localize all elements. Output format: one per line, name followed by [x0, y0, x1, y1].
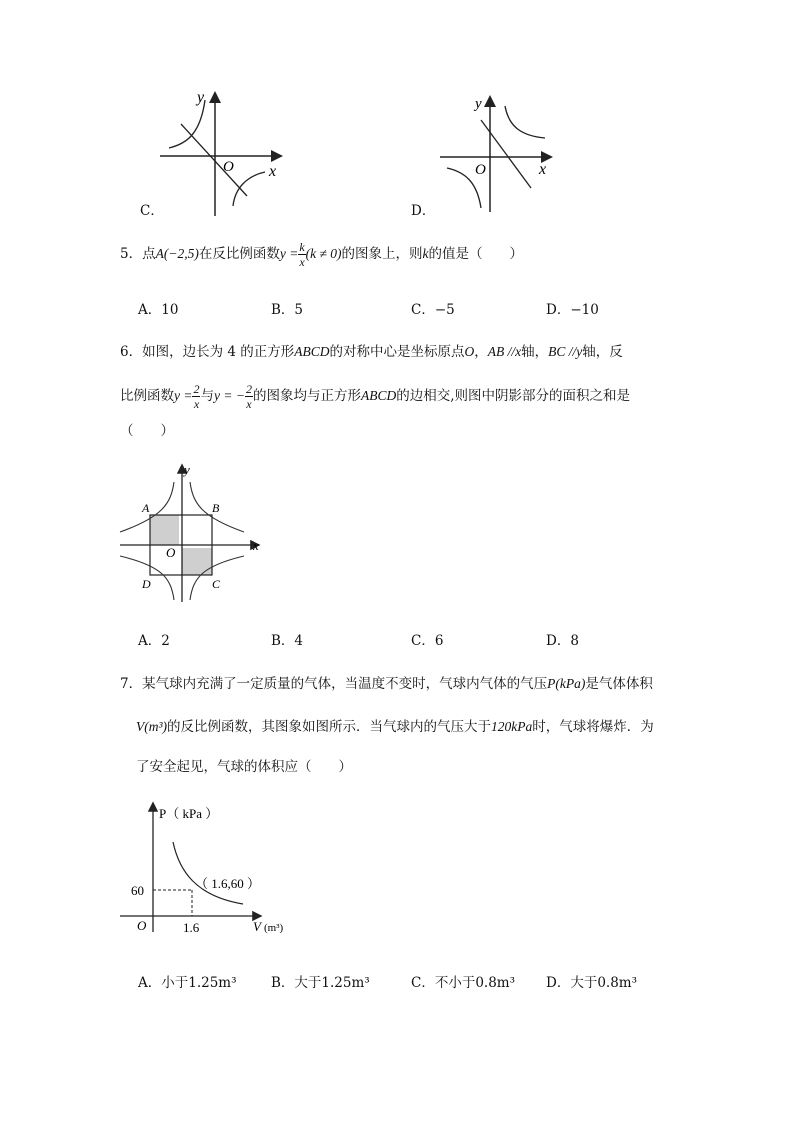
q6-y-label: y	[184, 462, 190, 477]
q7-volume: V(m³)	[136, 719, 168, 734]
q7-point-label: （ 1.6,60 ）	[195, 876, 261, 891]
option-d-label: D．	[411, 203, 436, 219]
q6-fraction-2: $\frac{2}{x}$	[245, 382, 252, 411]
q7-text-2: 是气体体积	[585, 676, 653, 692]
graph-c-origin: O	[223, 159, 234, 175]
graph-c-y-label: y	[197, 89, 205, 106]
q7-text-3: 的反比例函数，其图象如图所示．当气球内的气压大于	[167, 719, 492, 735]
q6-vertex-c: C	[212, 577, 221, 591]
graph-d-origin: O	[475, 162, 486, 178]
q5-fraction: $\frac{k}{x}$	[299, 240, 305, 269]
q6-fraction-1: $\frac{2}{x}$	[193, 382, 200, 411]
q6-option-d: D．8	[546, 633, 579, 649]
graph-option-c	[155, 88, 290, 220]
q5-var: k	[422, 246, 429, 261]
q5-condition: (k ≠ 0)	[305, 246, 342, 261]
q7-origin-label: O	[137, 918, 147, 933]
q7-x-label: V	[253, 919, 261, 934]
question-7-line-1	[120, 677, 653, 692]
q6-text-3: 轴，	[521, 344, 549, 360]
q5-text-3: 的图象上，则	[341, 246, 423, 262]
q5-option-b: B．5	[271, 302, 304, 318]
q6-ab: AB //x	[487, 344, 522, 359]
q6-vertex-a: A	[142, 501, 150, 515]
q7-value: 120kPa	[491, 719, 533, 734]
q5-func: y =	[279, 246, 299, 261]
q5-option-a: A．10	[138, 302, 179, 318]
q7-number: 7．	[120, 676, 143, 692]
option-c-label: C．	[140, 203, 164, 219]
q7-option-c: C．不小于0.8m³	[411, 975, 516, 991]
q5-text-4: 的值是（ ）	[428, 246, 524, 262]
question-7-line-3: 了安全起见，气球的体积应（ ）	[136, 759, 352, 775]
q6-text-2: 的对称中心是坐标原点	[329, 344, 465, 360]
q5-point: A(−2,5)	[155, 246, 199, 261]
q7-y-label: P（ kPa ）	[159, 806, 219, 821]
q7-option-a: A．小于1.25m³	[138, 975, 237, 991]
q6-x-label: x	[253, 538, 259, 553]
graph-d-x-label: x	[539, 161, 547, 178]
q6-vertex-b: B	[212, 501, 220, 515]
q6-square-1: ABCD	[294, 344, 330, 359]
q6-number: 6．	[120, 344, 143, 360]
question-6-line-2	[120, 383, 630, 410]
q7-text-4: 时，气球将爆炸．为	[532, 719, 654, 735]
q6-origin: O	[464, 344, 475, 359]
q6-text-7: 的图象均与正方形	[252, 388, 361, 404]
q7-y-tick: 60	[131, 883, 144, 898]
q6-option-b: B．4	[271, 633, 304, 649]
q6-square-2: ABCD	[360, 388, 397, 403]
question-5-text	[120, 241, 523, 268]
question-6-line-3: （ ）	[120, 423, 174, 439]
graph-d-y-label: y	[475, 96, 482, 112]
q7-option-d: D．大于0.8m³	[546, 975, 638, 991]
q5-option-c: C．−5	[411, 302, 455, 318]
q5-text-2: 在反比例函数	[198, 246, 280, 262]
graph-option-d	[435, 92, 560, 214]
q6-text-4: 轴，反	[582, 344, 623, 360]
q6-origin-label: O	[166, 545, 176, 560]
q6-option-c: C．6	[411, 633, 444, 649]
q6-bc: BC //y	[548, 344, 583, 359]
q5-number: 5．	[120, 246, 143, 262]
q5-text-1: 点	[142, 246, 156, 262]
q7-option-b: B．大于1.25m³	[271, 975, 370, 991]
q6-text-5: 比例函数	[120, 388, 174, 404]
q6-option-a: A．2	[138, 633, 170, 649]
q5-option-d: D．−10	[546, 302, 599, 318]
question-6-line-1	[120, 345, 623, 360]
q6-text-1: 如图，边长为 4 的正方形	[142, 344, 295, 360]
q6-func-1: y =	[174, 388, 193, 403]
q6-figure	[118, 462, 268, 604]
q6-text-6: 与	[200, 388, 214, 404]
q6-text-8: 的边相交,则图中阴影部分的面积之和是	[396, 388, 630, 404]
q7-pressure: P(kPa)	[547, 676, 586, 691]
q6-comma: ，	[474, 344, 488, 360]
q6-func-2: y = −	[213, 388, 245, 403]
q7-x-unit: (m³)	[264, 922, 284, 934]
q6-vertex-d: D	[142, 577, 151, 591]
q7-figure	[115, 800, 300, 940]
q7-x-tick: 1.6	[183, 920, 200, 935]
question-7-line-2	[136, 720, 654, 735]
graph-c-x-label: x	[269, 163, 277, 180]
q7-text-1: 某气球内充满了一定质量的气体，当温度不变时，气球内气体的气压	[142, 676, 548, 692]
